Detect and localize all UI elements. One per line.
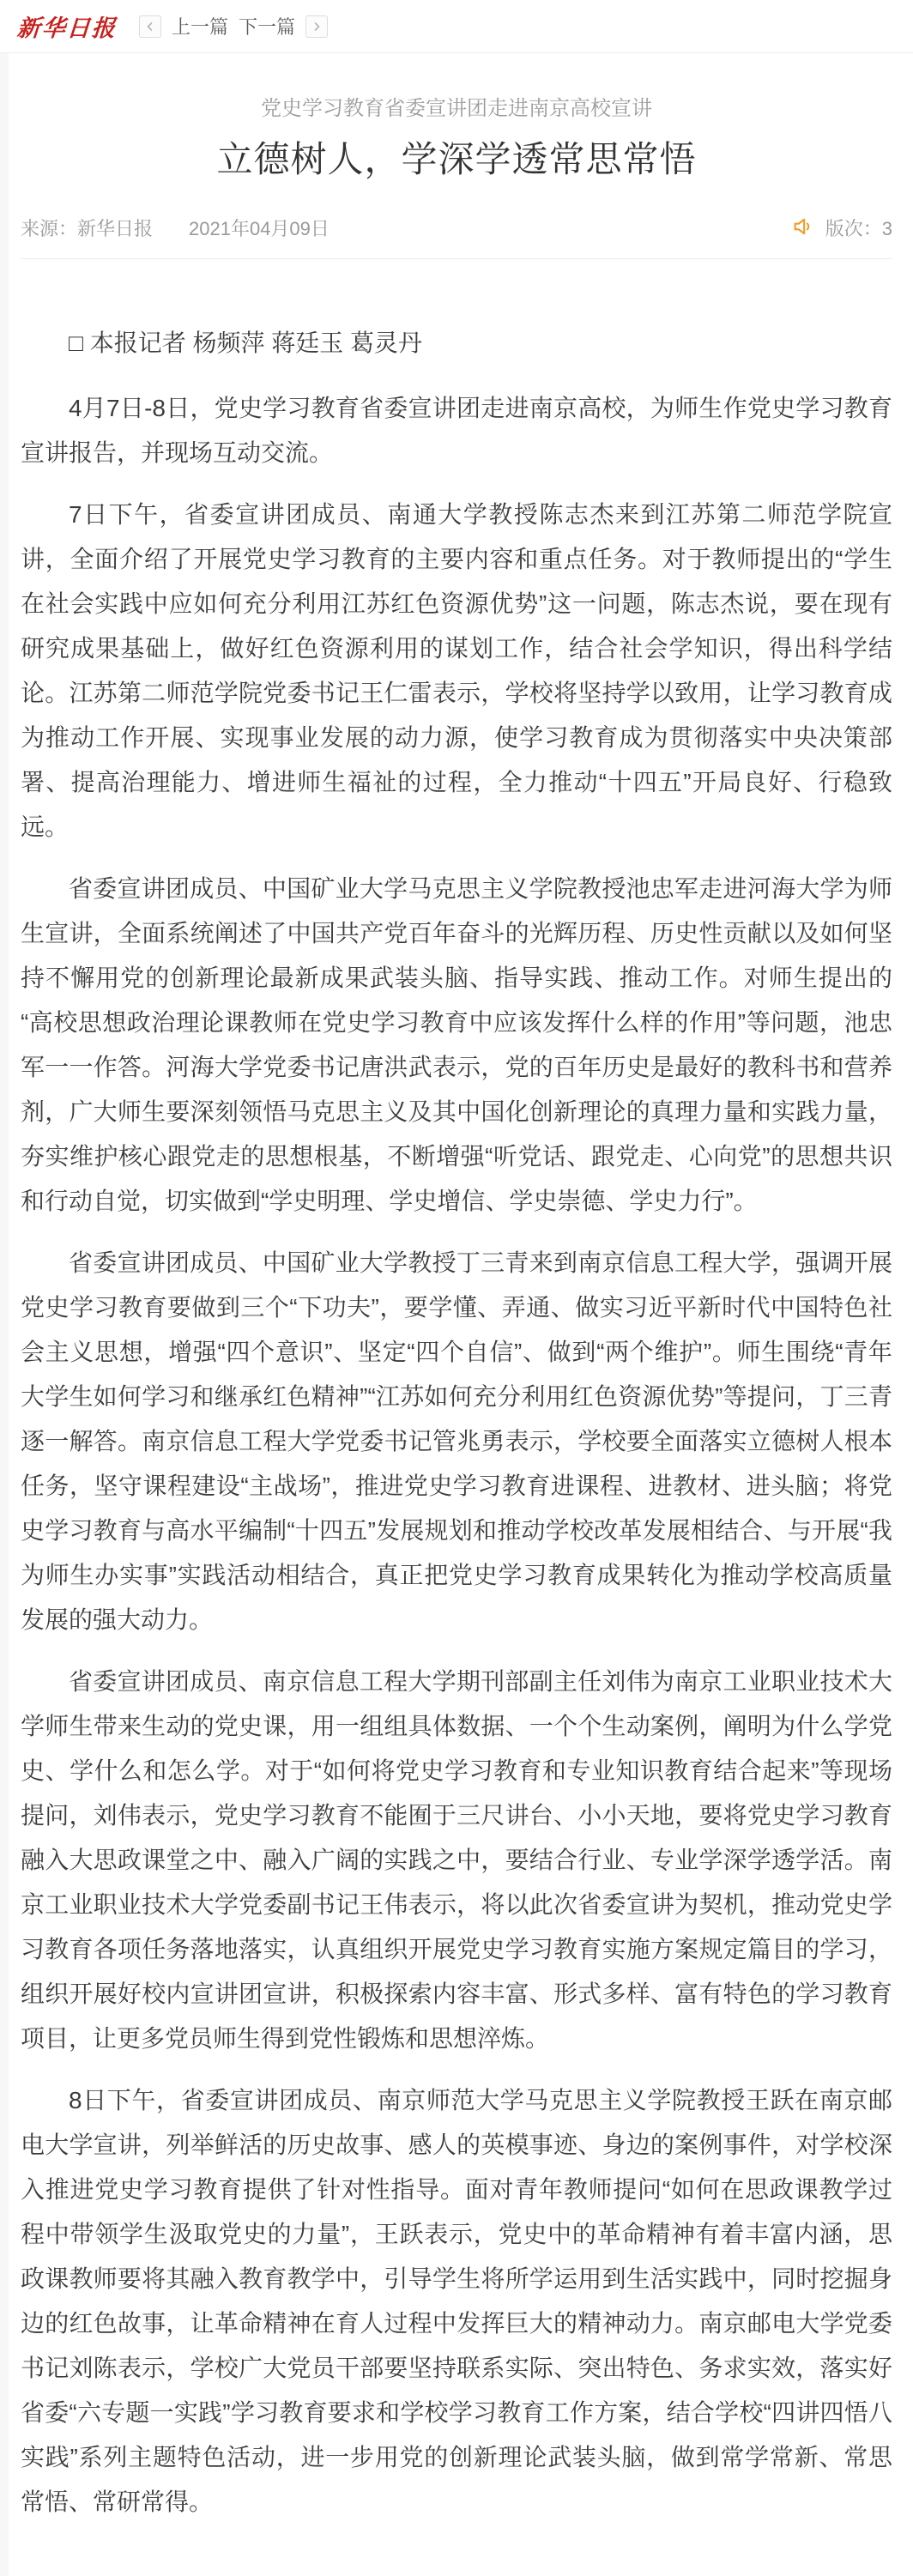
article-body [21, 259, 892, 2576]
xinhua-daily-logo: 新华日报 [15, 15, 118, 41]
article-meta-right [791, 215, 892, 241]
article-paragraph: 8日下午，省委宣讲团成员、南京师范大学马克思主义学院教授王跃在南京邮电大学宣讲，列举鲜活的历史故事、感人的英模事迹、身边的案例事件，对学校深入推进党史学习教育提供了针对性指导。面对青年教师提问“如何在思政课教学过程中带领学生汲取党史的力量”，王跃表示，党史中的革命精神有着丰富内涵，思政课教师要将其融入教育教学中，引导学生将所学运用到生活实践中，同时挖掘身边的红色故事，让革命精神在育人过程中发挥巨大的精神动力。南京邮电大学党委书记刘陈表示，学校广大党员干部要坚持联系实际、突出特色、务求实效，落实好省委“六专题一实践”学习教育要求和学校学习教育工作方案，结合学校“四讲四悟八实践”系列主题特色活动，进一步用党的创新理论武装头脑，做到常学常新、常思常悟、常研常得。 [21, 2087, 892, 2515]
article-subtitle: 党史学习教育省委宣讲团走进南京高校宣讲 [261, 97, 652, 120]
article-main [0, 96, 913, 2576]
article-paragraph: 4月7日-8日，党史学习教育省委宣讲团走进南京高校，为师生作党史学习教育宣讲报告，并现场互动交流。 [21, 395, 892, 466]
chevron-left-icon [145, 21, 155, 32]
top-bar [0, 0, 913, 53]
prev-article-button[interactable] [139, 15, 161, 38]
article-pager [139, 13, 328, 39]
article-source: 来源：新华日报 [21, 218, 154, 239]
prev-article-label[interactable]: 上一篇 [172, 16, 229, 38]
article-edition: 版次：3 [825, 218, 892, 239]
read-aloud-button[interactable] [791, 215, 815, 241]
article-meta-left [21, 215, 330, 241]
next-article-label[interactable]: 下一篇 [239, 16, 296, 38]
article-paragraph: 省委宣讲团成员、南京信息工程大学期刊部副主任刘伟为南京工业职业技术大学师生带来生动的党史课，用一组组具体数据、一个个生动案例，阐明为什么学党史、学什么和怎么学。对于“如何将党史学习教育和专业知识教育结合起来”等现场提问，刘伟表示，党史学习教育不能囿于三尺讲台、小小天地，要将党史学习教育融入大思政课堂之中、融入广阔的实践之中，要结合行业、专业学深学透学活。南京工业职业技术大学党委副书记王伟表示，将以此次省委宣讲为契机，推动党史学习教育各项任务落地落实，认真组织开展党史学习教育实施方案规定篇目的学习，组织开展好校内宣讲团宣讲，积极探索内容丰富、形式多样、富有特色的学习教育项目，让更多党员师生得到党性锻炼和思想淬炼。 [21, 1668, 892, 2052]
page-left-gutter [0, 53, 9, 2576]
article-paragraph: 7日下午，省委宣讲团成员、南通大学教授陈志杰来到江苏第二师范学院宣讲，全面介绍了开展党史学习教育的主要内容和重点任务。对于教师提出的“学生在社会实践中应如何充分利用江苏红色资源优势”这一问题，陈志杰说，要在现有研究成果基础上，做好红色资源利用的谋划工作，结合社会学知识，得出科学结论。江苏第二师范学院党委书记王仁雷表示，学校将坚持学以致用，让学习教育成为推动工作开展、实现事业发展的动力源，使学习教育成为贯彻落实中央决策部署、提高治理能力、增进师生福祉的过程，全力推动“十四五”开局良好、行稳致远。 [21, 501, 892, 840]
article-title: 立德树人，学深学透常思常悟 [216, 139, 697, 179]
article-paragraph: 省委宣讲团成员、中国矿业大学马克思主义学院教授池忠军走进河海大学为师生宣讲，全面系统阐述了中国共产党百年奋斗的光辉历程、历史性贡献以及如何坚持不懈用党的创新理论最新成果武装头脑、指导实践、推动工作。对师生提出的“高校思想政治理论课教师在党史学习教育中应该发挥什么样的作用”等问题，池忠军一一作答。河海大学党委书记唐洪武表示，党的百年历史是最好的教科书和营养剂，广大师生要深刻领悟马克思主义及其中国化创新理论的真理力量和实践力量，夯实维护核心跟党走的思想根基，不断增强“听党话、跟党走、心向党”的思想共识和行动自觉，切实做到“学史明理、学史增信、学史崇德、学史力行”。 [21, 875, 892, 1214]
article-paragraph: 省委宣讲团成员、中国矿业大学教授丁三青来到南京信息工程大学，强调开展党史学习教育要做到三个“下功夫”，要学懂、弄通、做实习近平新时代中国特色社会主义思想，增强“四个意识”、坚定“四个自信”、做到“两个维护”。师生围绕“青年大学生如何学习和继承红色精神”“江苏如何充分利用红色资源优势”等提问，丁三青逐一解答。南京信息工程大学党委书记管兆勇表示，学校要全面落实立德树人根本任务，坚守课程建设“主战场”，推进党史学习教育进课程、进教材、进头脑；将党史学习教育与高水平编制“十四五”发展规划和推动学校改革发展相结合、与开展“我为师生办实事”实践活动相结合，真正把党史学习教育成果转化为推动学校高质量发展的强大动力。 [21, 1249, 892, 1633]
article-paragraphs [21, 386, 892, 2525]
speaker-icon [791, 215, 815, 241]
article-date: 2021年04月09日 [189, 218, 330, 239]
article-byline: □ 本报记者 杨频萍 蒋廷玉 葛灵丹 [69, 330, 423, 356]
article-meta-row [21, 215, 892, 259]
next-article-button[interactable] [305, 15, 328, 38]
chevron-right-icon [311, 21, 322, 32]
